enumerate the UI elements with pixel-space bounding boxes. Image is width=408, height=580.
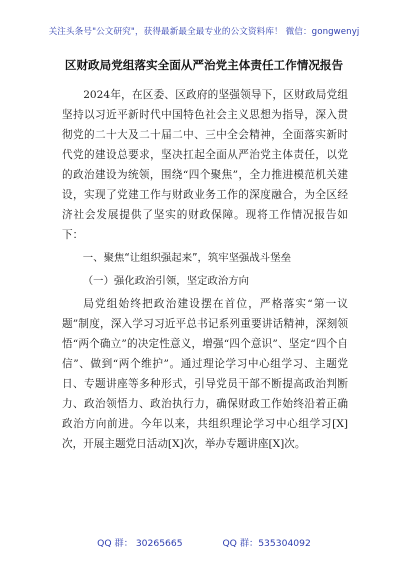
subsection-heading: （一）强化政治引领，坚定政治方向 [82,275,250,287]
document-body [62,85,348,454]
section-heading: 一、聚焦“让组织强起来”，筑牢坚强战斗堡垒 [82,252,291,264]
footer-qq-group-2: QQ 群：535304092 [222,538,311,549]
footer-contact [0,538,408,550]
document-title: 区财政局党组落实全面从严治党主体责任工作情况报告 [64,58,344,72]
subsection-paragraph: 局党组始终把政治建设摆在首位，严格落实“第一议题”制度，深入学习习近平总书记系列重要讲话精神，深刻领悟“两个确立”的决定性意义，增强“四个意识”、坚定“四个自信”、做到“两个维护”。通过理论学习中心组学习、主题党日、专题讲座等多种形式，引导党员干部不断提高政治判断力、政治领悟力、政治执行力，确保财政工作始终沿着正确政治方向前进。今年以来，共组织理论学习中心组学习[X]次，开展主题党日活动[X]次，举办专题讲座[X]次。 [62,298,348,450]
footer-qq-group-1: QQ 群： 30265665 [97,538,183,549]
intro-paragraph: 2024年，在区委、区政府的坚强领导下，区财政局党组坚持以习近平新时代中国特色社会主义思想为指导，深入贯彻党的二十大及二十届二中、三中全会精神，全面落实新时代党的建设总要求，坚决扛起全面从严治党主体责任，以党的政治建设为统领，围绕“四个聚焦”，全力推进模范机关建设，实现了党建工作与财政业务工作的深度融合，为全区经济社会发展提供了坚实的财政保障。现将工作情况报告如下： [62,89,348,241]
header-banner: 关注头条号"公文研究"，获得最新最全最专业的公文资料库！ 微信：gongwenyj [48,27,360,37]
